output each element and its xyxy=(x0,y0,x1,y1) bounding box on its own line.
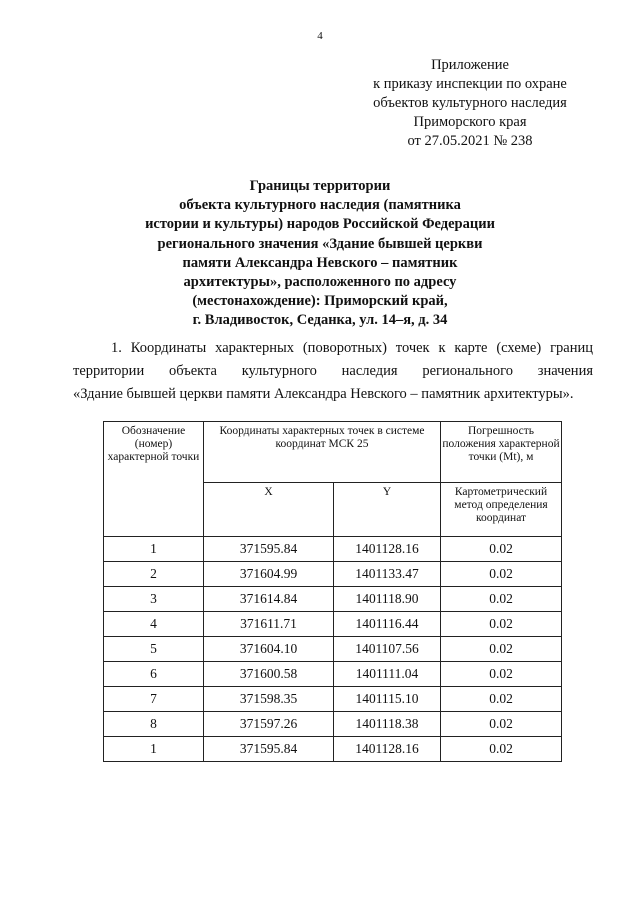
cell-y: 1401116.44 xyxy=(334,612,441,637)
cell-y: 1401115.10 xyxy=(334,687,441,712)
table-row xyxy=(104,712,562,737)
cell-x: 371611.71 xyxy=(204,612,334,637)
title-line: архитектуры», расположенного по адресу xyxy=(183,274,457,291)
cell-x: 371614.84 xyxy=(204,587,334,612)
cell-mt: 0.02 xyxy=(441,687,562,712)
cell-mt: 0.02 xyxy=(441,637,562,662)
page-number: 4 xyxy=(317,30,323,42)
title-line: г. Владивосток, Седанка, ул. 14–я, д. 34 xyxy=(192,312,448,329)
cell-point: 2 xyxy=(104,562,204,587)
table-row xyxy=(104,537,562,562)
cell-point: 4 xyxy=(104,612,204,637)
coordinates-table xyxy=(103,421,562,762)
title-line: (местонахождение): Приморский край, xyxy=(192,293,448,310)
cell-y: 1401118.90 xyxy=(334,587,441,612)
header-point-number: Обозначение (номер) характерной точки xyxy=(104,422,204,537)
cell-x: 371604.10 xyxy=(204,637,334,662)
cell-point: 1 xyxy=(104,737,204,762)
cell-mt: 0.02 xyxy=(441,712,562,737)
table-row xyxy=(104,687,562,712)
cell-x: 371597.26 xyxy=(204,712,334,737)
document-title xyxy=(120,177,520,331)
table-row xyxy=(104,562,562,587)
cell-y: 1401107.56 xyxy=(334,637,441,662)
intro-line: 1. Координаты характерных (поворотных) точек к карте (схеме) границ xyxy=(111,340,593,356)
intro-paragraph xyxy=(73,337,593,406)
cell-point: 8 xyxy=(104,712,204,737)
appendix-line: от 27.05.2021 № 238 xyxy=(407,133,533,149)
title-line: Границы территории xyxy=(249,178,391,194)
cell-y: 1401118.38 xyxy=(334,712,441,737)
intro-line: территории объекта культурного наследия регионального значения xyxy=(73,363,593,379)
cell-point: 1 xyxy=(104,537,204,562)
header-method: Картометрический метод определения координат xyxy=(441,483,562,537)
appendix-line: к приказу инспекции по охране xyxy=(373,76,567,92)
cell-point: 6 xyxy=(104,662,204,687)
cell-y: 1401128.16 xyxy=(334,737,441,762)
table-row xyxy=(104,587,562,612)
title-line: истории и культуры) народов Российской Федерации xyxy=(145,216,495,233)
appendix-line: объектов культурного наследия xyxy=(373,95,567,111)
table-row xyxy=(104,737,562,762)
cell-mt: 0.02 xyxy=(441,737,562,762)
title-line: объекта культурного наследия (памятника xyxy=(179,197,461,214)
title-line: памяти Александра Невского – памятник xyxy=(182,254,458,271)
table-row xyxy=(104,637,562,662)
cell-mt: 0.02 xyxy=(441,537,562,562)
cell-x: 371598.35 xyxy=(204,687,334,712)
cell-x: 371600.58 xyxy=(204,662,334,687)
appendix-header xyxy=(330,56,610,151)
header-coordinates: Координаты характерных точек в системе координат МСК 25 xyxy=(204,422,441,483)
table-row xyxy=(104,662,562,687)
header-accuracy: Погрешность положения характерной точки (Mt), м xyxy=(441,422,562,483)
header-y: Y xyxy=(334,483,441,537)
cell-mt: 0.02 xyxy=(441,562,562,587)
cell-y: 1401128.16 xyxy=(334,537,441,562)
appendix-line: Приложение xyxy=(431,57,509,73)
cell-x: 371595.84 xyxy=(204,737,334,762)
cell-point: 5 xyxy=(104,637,204,662)
title-line: регионального значения «Здание бывшей церкви xyxy=(157,235,483,252)
cell-point: 3 xyxy=(104,587,204,612)
cell-mt: 0.02 xyxy=(441,587,562,612)
intro-line: «Здание бывшей церкви памяти Александра Невского – памятник архитектуры». xyxy=(73,386,574,402)
cell-point: 7 xyxy=(104,687,204,712)
appendix-line: Приморского края xyxy=(413,114,527,130)
cell-y: 1401133.47 xyxy=(334,562,441,587)
cell-x: 371595.84 xyxy=(204,537,334,562)
cell-mt: 0.02 xyxy=(441,612,562,637)
header-x: X xyxy=(204,483,334,537)
cell-x: 371604.99 xyxy=(204,562,334,587)
cell-mt: 0.02 xyxy=(441,662,562,687)
table-row xyxy=(104,612,562,637)
cell-y: 1401111.04 xyxy=(334,662,441,687)
